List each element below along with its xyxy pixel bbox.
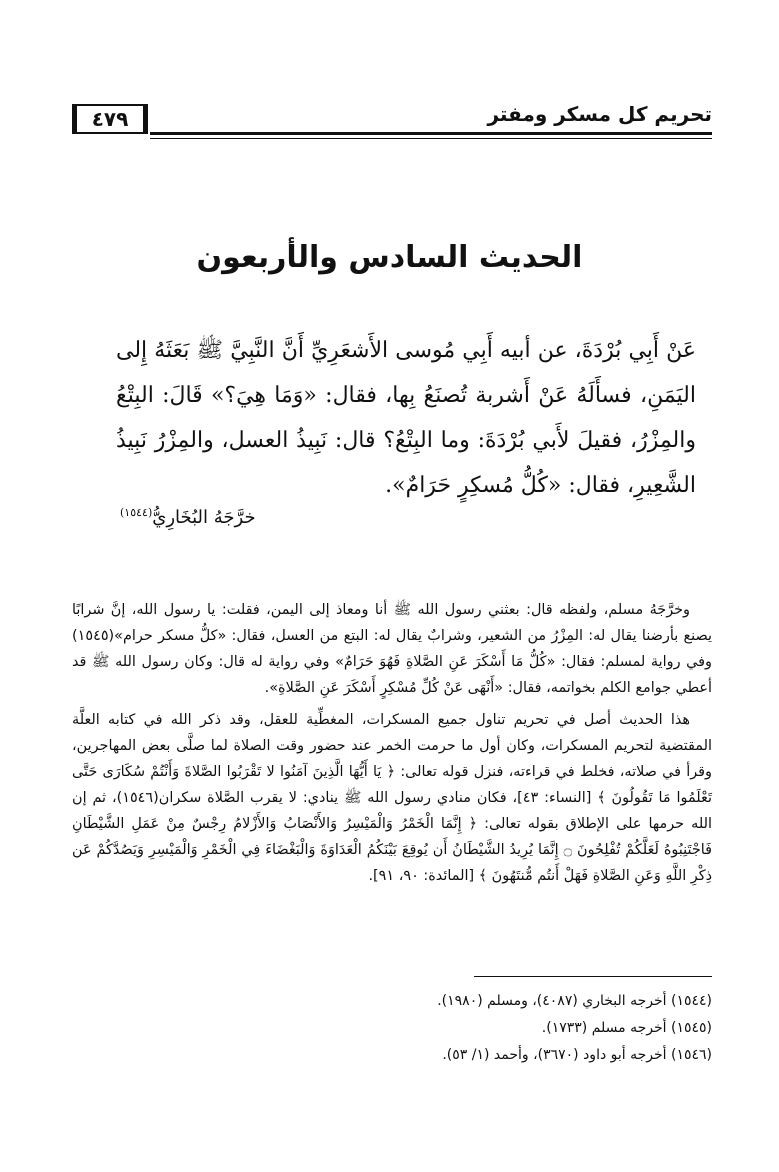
footnotes xyxy=(252,988,712,1069)
hadith-text: عَنْ أَبِي بُرْدَةَ، عن أبيه أَبِي مُوسى الأَشعَرِيِّ أَنَّ النَّبِيَّ ﷺ بَعَثَهُ إِلى اليَمَنِ، فسأَلَهُ عَنْ أَشربة تُصنَعُ بِها، فقال: «وَمَا هِيَ؟» قَالَ: البِتْعُ والمِزْرُ، فقيلَ لأَبي بُرْدَةَ: وما البِتْعُ؟ قال: نَبِيذُ العسل، والمِزْرُ نَبِيذُ الشَّعِيرِ، فقال: «كُلُّ مُسكِرٍ حَرَامٌ». xyxy=(116,338,696,498)
commentary-paragraph: هذا الحديث أصل في تحريم تناول جميع المسكرات، المغطِّية للعقل، وقد ذكر الله في كتابه العلَّة المقتضية لتحريم المسكرات، وكان أول ما حرمت الخمر عند حضور وقت الصلاة لما صلَّى بعض المهاجرين، وقرأ في صلاته، فخلط في قراءته، فنزل قوله تعالى: ﴿ يَا أَيُّهَا الَّذِينَ آمَنُوا لا تَقْرَبُوا الصَّلاةَ وَأَنْتُمْ سُكَارَى حَتَّى تَعْلَمُوا مَا تَقُولُونَ ﴾ [النساء: ٤٣]، فكان منادي رسول الله ﷺ ينادي: لا يقرب الصَّلاة سكران(١٥٤٦)، ثم إن الله حرمها على الإطلاق بقوله تعالى: ﴿ إِنَّمَا الْخَمْرُ وَالْمَيْسِرُ وَالأَنْصَابُ وَالأَزْلامُ رِجْسٌ مِنْ عَمَلِ الشَّيْطَانِ فَاجْتَنِبُوهُ لَعَلَّكُمْ تُفْلِحُونَ ۝ إِنَّمَا يُرِيدُ الشَّيْطَانُ أَن يُوقِعَ بَيْنَكُمُ الْعَدَاوَةَ وَالْبَغْضَاءَ فِي الْخَمْرِ وَالْمَيْسِرِ وَيَصُدَّكُمْ عَن ذِكْرِ اللَّهِ وَعَنِ الصَّلاةِ فَهَلْ أَنتُم مُّنتَهُونَ ﴾ [المائدة: ٩٠، ٩١]. xyxy=(72,712,712,884)
page-header xyxy=(72,92,712,140)
header-rule-thin xyxy=(150,138,712,139)
commentary-paragraph: وخرَّجَهُ مسلم، ولفظه قال: بعثني رسول الله ﷺ أنا ومعاذ إلى اليمن، فقلت: يا رسول الله، إنَّ شرابًا يصنع بأرضنا يقال له: المِزْرُ من الشعير، وشرابٌ يقال له: البتع من العسل، فقال: «كلُّ مسكر حرام»(١٥٤٥) وفي رواية لمسلم: فقال: «كُلُّ مَا أَسْكَرَ عَنِ الصَّلاةِ فَهُوَ حَرَامٌ» وفي رواية له قال: وكان رسول الله ﷺ قد أعطي جوامع الكلم بخواتمه، فقال: «أَنْهَى عَنْ كُلِّ مُسْكِرٍ أَسْكَرَ عَنِ الصَّلاةِ». xyxy=(72,602,712,696)
page-number: ٤٧٩ xyxy=(72,104,148,134)
takhrij-line xyxy=(120,506,256,528)
footnote: (١٥٤٥) أخرجه مسلم (١٧٣٣). xyxy=(541,1020,712,1036)
takhrij-text: خرَّجَهُ البُخَارِيُّ xyxy=(152,507,256,528)
commentary xyxy=(72,597,712,889)
footnote: (١٥٤٤) أخرجه البخاري (٤٠٨٧)، ومسلم (١٩٨٠). xyxy=(437,993,712,1009)
footnote: (١٥٤٦) أخرجه أبو داود (٣٦٧٠)، وأحمد (١/ ٥٣). xyxy=(442,1047,712,1063)
header-rule xyxy=(150,132,712,135)
takhrij-footnote-ref: (١٥٤٤) xyxy=(120,506,153,519)
running-title: تحريم كل مسكر ومفتر xyxy=(487,102,712,126)
footnote-divider xyxy=(474,976,712,977)
hadith-title: الحديث السادس والأربعون xyxy=(196,240,583,275)
